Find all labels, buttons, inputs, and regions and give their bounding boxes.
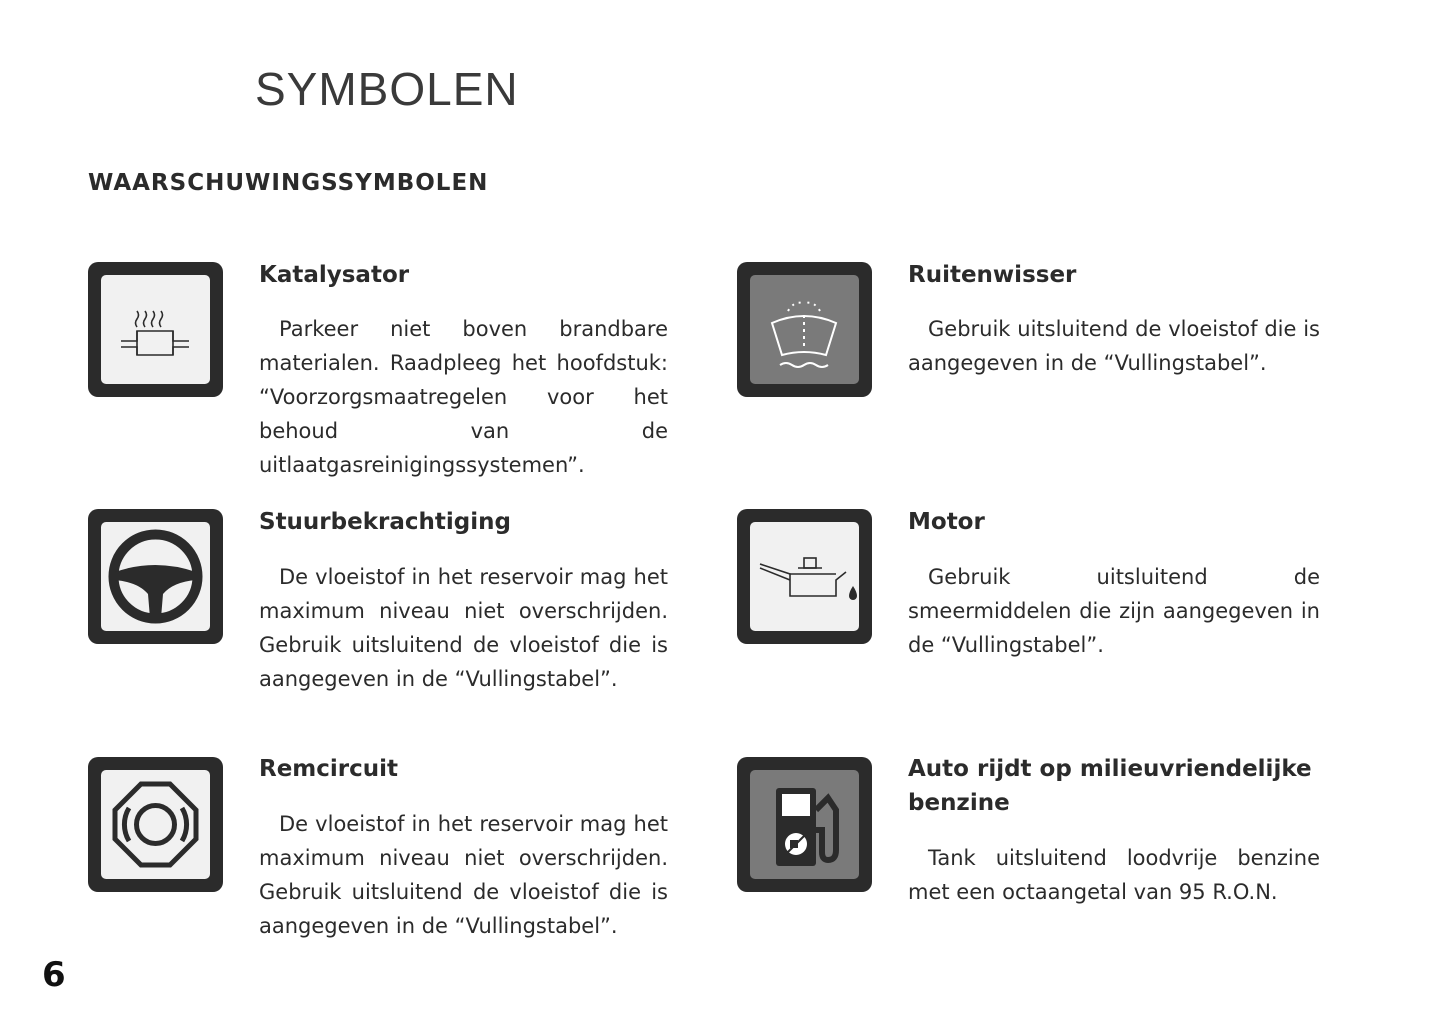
page-title: SYMBOLEN [255, 63, 519, 115]
fuel-pump-icon [737, 757, 872, 892]
steering-wheel-icon [88, 509, 223, 644]
brake-circuit-icon [88, 757, 223, 892]
symbol-heading-ruitenwisser: Ruitenwisser [908, 262, 1077, 288]
symbol-heading-motor: Motor [908, 509, 985, 535]
symbol-heading-stuurbekrachtiging: Stuurbekrachtiging [259, 509, 511, 535]
windscreen-washer-icon [737, 262, 872, 397]
section-title: WAARSCHUWINGSSYMBOLEN [88, 170, 489, 196]
symbol-text-stuurbekrachtiging: De vloeistof in het reservoir mag het maximum niveau niet overschrijden. Gebruik uitsluitend de vloeistof die is aangegeven in de “Vullingstabel”. [259, 565, 668, 691]
oil-can-icon [737, 509, 872, 644]
symbol-heading-benzine: Auto rijdt op milieuvriendelijke benzine [908, 756, 1312, 816]
symbol-text-katalysator: Parkeer niet boven brandbare materialen. Raadpleeg het hoofdstuk: “Voorzorgsmaatregelen voor het behoud van de uitlaatgasreinigingssystemen”. [259, 317, 668, 477]
page-number: 6 [42, 955, 66, 995]
symbol-text-motor: Gebruik uitsluitend de smeermiddelen die zijn aangegeven in de “Vullingstabel”. [908, 565, 1320, 657]
symbol-heading-remcircuit: Remcircuit [259, 756, 399, 782]
symbol-text-ruitenwisser: Gebruik uitsluitend de vloeistof die is aangegeven in de “Vullingstabel”. [908, 317, 1320, 375]
symbol-heading-katalysator: Katalysator [259, 262, 410, 288]
symbol-text-remcircuit: De vloeistof in het reservoir mag het maximum niveau niet overschrijden. Gebruik uitsluitend de vloeistof die is aangegeven in de “Vullingstabel”. [259, 812, 668, 938]
symbol-text-benzine: Tank uitsluitend loodvrije benzine met een octaangetal van 95 R.O.N. [908, 846, 1320, 904]
catalytic-converter-icon [88, 262, 223, 397]
